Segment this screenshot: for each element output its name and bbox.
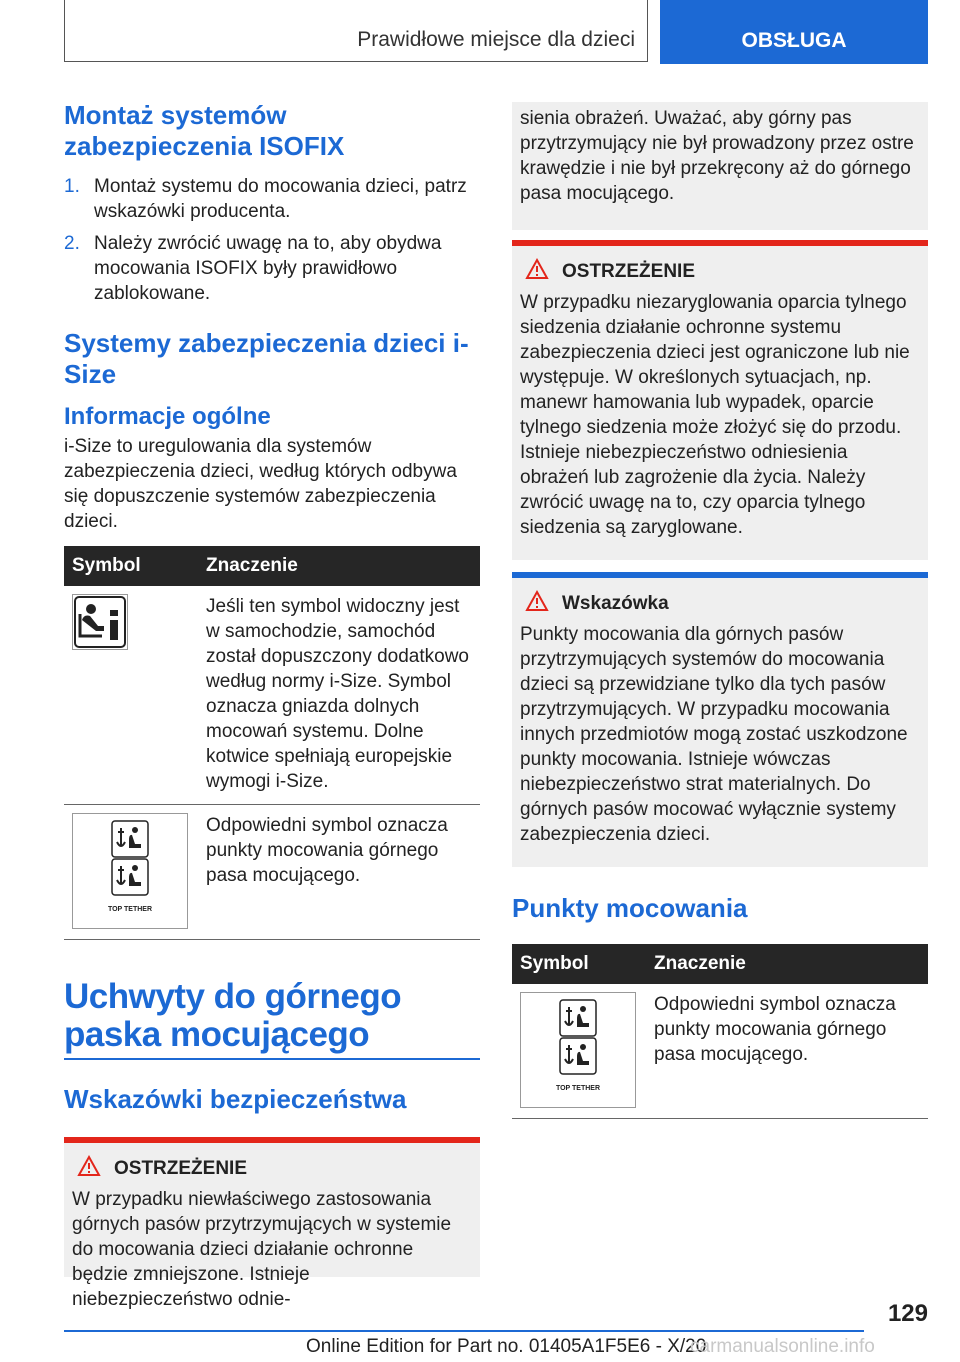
- top-tether-label: TOP TETHER: [107, 906, 153, 913]
- column-header-symbol: Symbol: [64, 546, 198, 586]
- tether-heading: Uchwyty do górnego paska mocującego: [64, 978, 480, 1060]
- warning-triangle-icon: [526, 591, 548, 617]
- table-row: [512, 984, 928, 1119]
- column-header-meaning: Znaczenie: [646, 944, 928, 984]
- warning-title: OSTRZEŻENIE: [562, 261, 696, 282]
- step-text: Należy zwrócić uwagę na to, aby obydwa mocowania ISOFIX były prawidłowo zablokowane.: [94, 233, 442, 304]
- note-box: [512, 572, 928, 867]
- column-header-symbol: Symbol: [512, 944, 646, 984]
- safety-heading: Wskazówki bezpieczeństwa: [64, 1084, 407, 1114]
- warning-text: W przypadku niezaryglowania oparcia tylnego siedzenia działanie ochronne systemu zabezpieczenia dzieci jest ograniczone lub nie występuje. W określonych sytuacjach, np. manewr hamowania lub wypadek, oparcie tylnego siedzenia może złożyć się do przodu. Istnieje niebezpieczeństwo odniesienia obrażeń lub zagrożenie dla życia. Należy zwrócić uwagę na to, czy oparcia tylnego siedzenia są zaryglowane.: [520, 292, 910, 538]
- watermark: carmanualsonline.info: [690, 1336, 875, 1357]
- column-header-meaning: Znaczenie: [198, 546, 480, 586]
- warning-box-continued: [512, 102, 928, 230]
- footer-rule: [64, 1330, 864, 1332]
- anchor-points-heading: Punkty mocowania: [512, 893, 748, 923]
- general-info-text: i-Size to uregulowania dla systemów zabezpieczenia dzieci, według których odbywa się dopuszczenie systemów zabezpieczenia dzieci.: [64, 436, 457, 532]
- isofix-step-2: [64, 231, 480, 306]
- isize-symbol-table: [64, 546, 480, 940]
- general-info-heading: Informacje ogólne: [64, 403, 271, 430]
- warning-title: OSTRZEŻENIE: [114, 1158, 248, 1179]
- anchor-seat-icon: [111, 820, 149, 858]
- isize-seat-icon: [72, 594, 128, 650]
- warning-triangle-icon: [78, 1156, 100, 1182]
- step-number: 2.: [64, 233, 80, 254]
- step-number: 1.: [64, 176, 80, 197]
- warning-box: [64, 1137, 480, 1310]
- step-text: Montaż systemu do mocowania dzieci, patrz wskazówki producenta.: [94, 176, 467, 222]
- note-title: Wskazówka: [562, 593, 669, 614]
- table-row: [64, 805, 480, 940]
- page-number: 129: [887, 1300, 928, 1327]
- anchor-seat-icon: [111, 858, 149, 896]
- left-column: [64, 100, 480, 1310]
- warning-text: W przypadku niewłaściwego zastosowania górnych pasów przytrzymujących w systemie do mocowania dzieci działanie ochronne będzie zmniejszone. Istnieje niebezpieczeństwo odnie-: [72, 1189, 452, 1310]
- section-title: Prawidłowe miejsce dla dzieci: [64, 0, 648, 62]
- isofix-step-1: [64, 174, 480, 224]
- anchor-seat-icon: [559, 1037, 597, 1075]
- chapter-tab[interactable]: OBSŁUGA: [660, 0, 928, 64]
- table-row: [64, 586, 480, 805]
- top-tether-label: TOP TETHER: [555, 1085, 601, 1092]
- tether-meaning: Odpowiedni symbol oznacza punkty mocowania górnego pasa mocującego.: [198, 805, 480, 940]
- page-header: [64, 0, 928, 64]
- edition-note: Online Edition for Part no. 01405A1F5E6 - X/20: [306, 1336, 707, 1357]
- top-tether-symbol: [72, 813, 188, 929]
- warning-triangle-icon: [526, 259, 548, 285]
- isize-meaning: Jeśli ten symbol widoczny jest w samochodzie, samochód został dopuszczony dodatkowo według normy i-Size. Symbol oznacza gniazda dolnych mocowań systemu. Dolne kotwice spełniają europejskie wymogi i-Size.: [198, 586, 480, 805]
- isofix-heading: Montaż systemów zabezpieczenia ISOFIX: [64, 100, 345, 161]
- isofix-steps: [64, 174, 480, 306]
- warning-text-continued: sienia obrażeń. Uważać, aby górny pas przytrzymujący nie był prowadzony przez ostre krawędzie i nie był przekręcony aż do górnego pasa mocującego.: [520, 108, 914, 204]
- right-column: [512, 102, 928, 1119]
- anchor-points-table: [512, 944, 928, 1119]
- warning-box: [512, 240, 928, 560]
- isize-heading: Systemy zabezpieczenia dzieci i-Size: [64, 328, 469, 389]
- top-tether-symbol: [520, 992, 636, 1108]
- anchor-meaning: Odpowiedni symbol oznacza punkty mocowania górnego pasa mocującego.: [646, 984, 928, 1119]
- anchor-seat-icon: [559, 999, 597, 1037]
- note-text: Punkty mocowania dla górnych pasów przytrzymujących systemów do mocowania dzieci są przewidziane tylko dla tych pasów przytrzymujących. W przypadku mocowania innych przedmiotów mogą zostać uszkodzone punkty mocowania. Istnieje wówczas niebezpieczeństwo strat materialnych. Do górnych pasów mocować wyłącznie systemy zabezpieczenia dzieci.: [520, 624, 908, 845]
